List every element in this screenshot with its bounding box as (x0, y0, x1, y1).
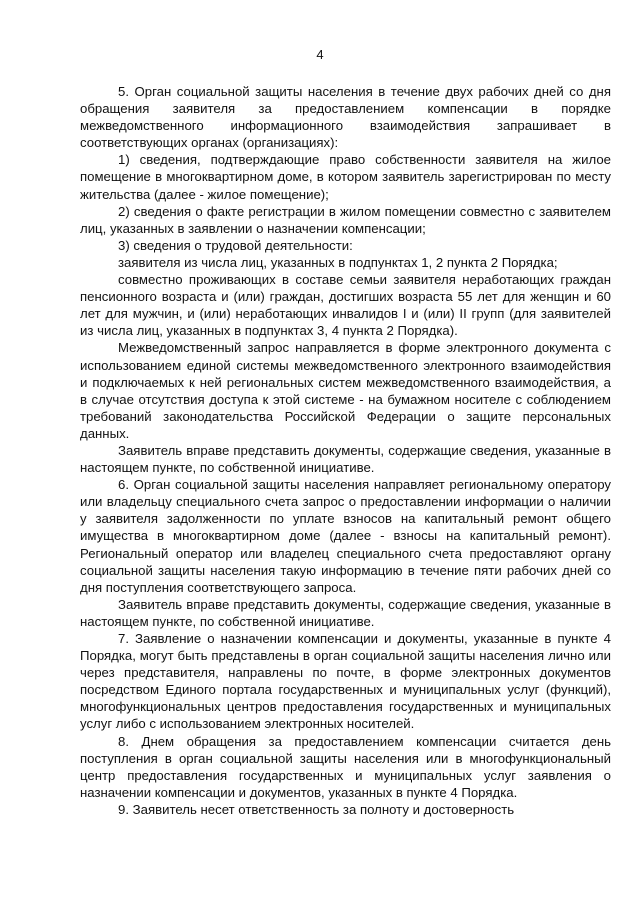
page-number: 4 (316, 47, 324, 62)
paragraph-item-5: 5. Орган социальной защиты населения в течение двух рабочих дней со дня обращения заявителя за предоставлением компенсации в порядке межведомственного информационного взаимодействия запрашивает в соответствующих органах (организациях): (80, 84, 611, 151)
paragraph-subitem-3-family: совместно проживающих в составе семьи заявителя неработающих граждан пенсионного возраста и (или) граждан, достигших возраста 55 лет для женщин и 60 лет для мужчин, и (или) неработающих инвалидов I и (или) II групп (для заявителей из числа лиц, указанных в подпунктах 3, 4 пункта 2 Порядка). (80, 272, 611, 339)
document-body (80, 83, 611, 818)
paragraph-interagency-request: Межведомственный запрос направляется в форме электронного документа с использованием единой системы межведомственного электронного взаимодействия и подключаемых к ней региональных систем межведомственного взаимодействия, а в случае отсутствия доступа к этой системе - на бумажном носителе с соблюдением требований законодательства Российской Федерации о защите персональных данных. (80, 340, 611, 441)
paragraph-item-6: 6. Орган социальной защиты населения направляет региональному оператору или владельцу специального счета запрос о предоставлении информации о наличии у заявителя задолженности по уплате взносов на капитальный ремонт общего имущества в многоквартирном доме (далее - взносы на капитальный ремонт). Региональный оператор или владелец специального счета предоставляют органу социальной защиты населения такую информацию в течение пяти рабочих дней со дня поступления соответствующего запроса. (80, 477, 611, 595)
paragraph-applicant-right-2: Заявитель вправе представить документы, содержащие сведения, указанные в настоящем пункте, по собственной инициативе. (80, 596, 611, 629)
paragraph-subitem-2: 2) сведения о факте регистрации в жилом помещении совместно с заявителем лиц, указанных в заявлении о назначении компенсации; (80, 203, 611, 236)
paragraph-subitem-3-applicants: заявителя из числа лиц, указанных в подпунктах 1, 2 пункта 2 Порядка; (118, 254, 558, 270)
paragraph-item-9: 9. Заявитель несет ответственность за полноту и достоверность (118, 801, 515, 817)
paragraph-subitem-1: 1) сведения, подтверждающие право собственности заявителя на жилое помещение в многоквартирном доме, в котором заявитель зарегистрирован по месту жительства (далее - жилое помещение); (80, 152, 611, 202)
paragraph-subitem-3: 3) сведения о трудовой деятельности: (118, 237, 353, 253)
paragraph-applicant-right-1: Заявитель вправе представить документы, содержащие сведения, указанные в настоящем пункте, по собственной инициативе. (80, 442, 611, 476)
paragraph-item-8: 8. Днем обращения за предоставлением компенсации считается день поступления в орган социальной защиты населения или в многофункциональный центр предоставления государственных и муниципальных услуг заявления о назначении компенсации и документов, указанных в пункте 4 Порядка. (80, 733, 611, 800)
paragraph-item-7: 7. Заявление о назначении компенсации и документы, указанные в пункте 4 Порядка, могут быть представлены в орган социальной защиты населения лично или через представителя, направлены по почте, в форме электронных документов посредством Единого портала государственных и муниципальных услуг (функций), многофункциональных центров предоставления государственных и муниципальных услуг либо с использованием электронных носителей. (80, 631, 611, 732)
